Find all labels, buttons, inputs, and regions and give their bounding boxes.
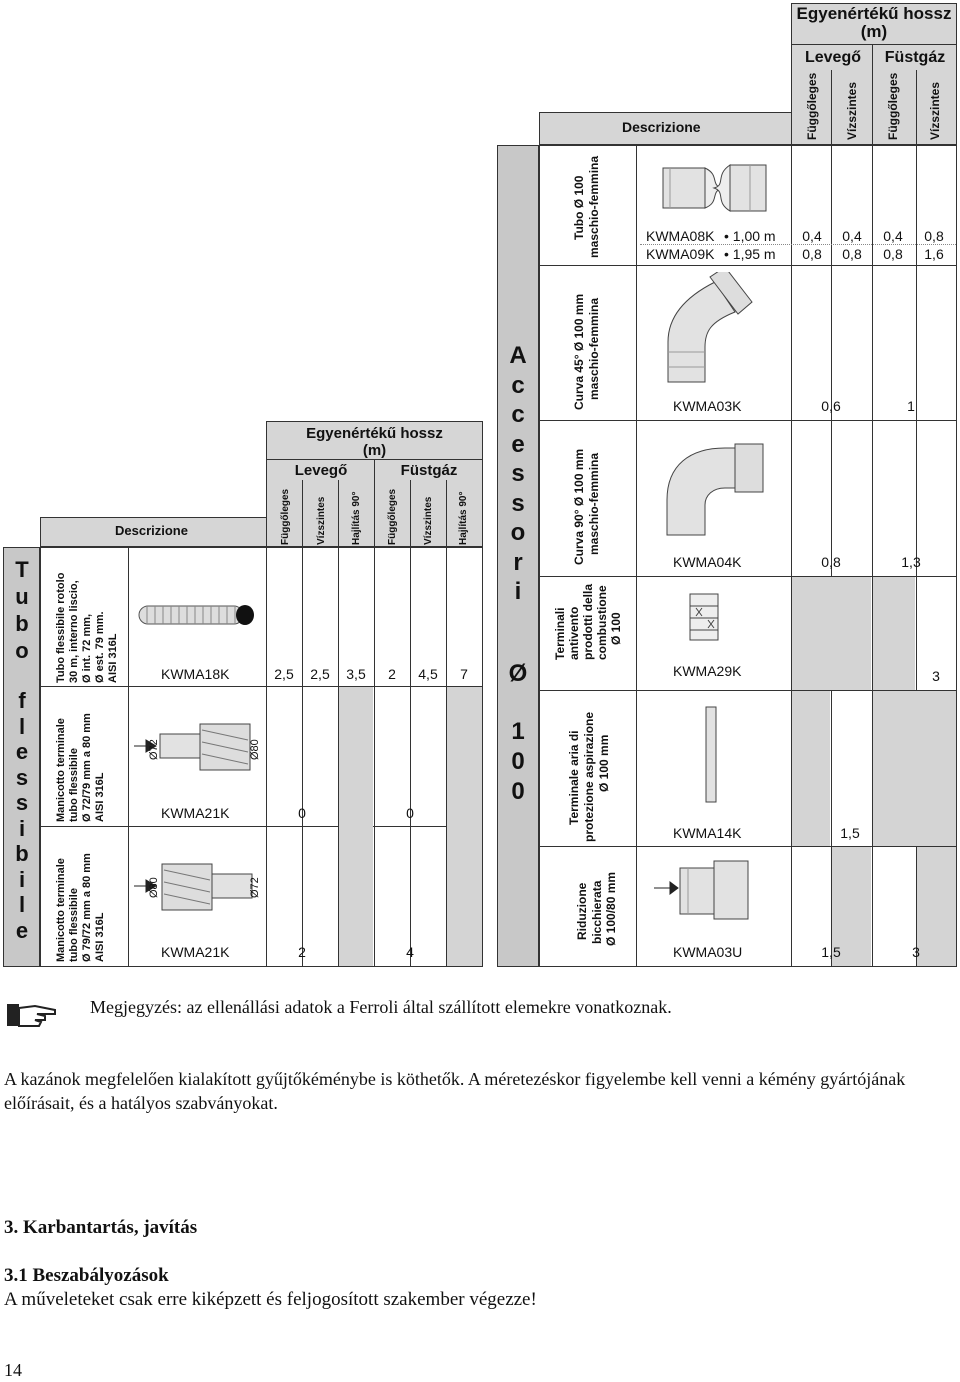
row-label: maschio-femmina (587, 297, 601, 400)
diameter-symbol: Ø (508, 660, 528, 687)
product-code: KWMA04K (673, 554, 742, 570)
col-horizontal: Vízszintes (316, 496, 327, 545)
side-title-letter: r (513, 548, 523, 576)
value-cell: 0,6 (821, 398, 841, 414)
value-cell: 1,3 (901, 554, 921, 570)
side-title-letter: c (511, 371, 525, 399)
row-label: tubo flessibile (68, 748, 80, 822)
side-title-letter: s (15, 764, 29, 790)
group-flue: Füstgáz (884, 49, 946, 66)
row-label: Manicotto terminale (55, 718, 67, 822)
side-title-letter: e (511, 430, 525, 458)
row-label: prodotti della (581, 584, 595, 660)
value-cell: 2,5 (310, 666, 330, 682)
value-cell: 1,5 (821, 944, 841, 960)
row-label: Ø 100 (609, 612, 623, 645)
row-label: Ø 72/79 mm a 80 mm (81, 713, 93, 822)
product-code: KWMA08K (646, 228, 715, 244)
row-label: Ø int. 72 mm, (81, 613, 93, 683)
row-label: AISI 316L (94, 912, 106, 962)
row-label: Riduzione (575, 882, 589, 940)
desc-header: Descrizione (622, 119, 701, 135)
value-cell: 3 (932, 668, 940, 684)
value-cell: 0,4 (802, 228, 822, 244)
empty-cell (792, 577, 871, 690)
empty-cell (873, 691, 956, 846)
value-cell: 1 (907, 398, 915, 414)
row-label: tubo flessibile (68, 888, 80, 962)
row-label: Tubo flessibile rotolo (55, 572, 67, 683)
equiv-length-title: Egyenértékű hossz (796, 4, 952, 23)
row-label: maschio-femmina (587, 155, 601, 258)
paragraph: A kazánok megfelelően kialakított gyűjtőkéménybe is köthetők. A méretezéskor figyelembe kell venni a kémény gyártójának előírásait, és a hatályos szabványokat. (4, 1069, 906, 1113)
product-length: • 1,95 m (724, 246, 776, 262)
value-cell: 1,5 (840, 825, 860, 841)
side-title-letter: s (511, 460, 525, 487)
subsection-text: A műveleteket csak erre kiképzett és feljogosított szakember végezze! (4, 1289, 537, 1310)
row-label: Ø est. 79 mm. (94, 611, 106, 683)
product-code: KWMA21K (161, 805, 230, 821)
col-horizontal: Vízszintes (423, 496, 434, 545)
side-num-digit: 0 (511, 748, 525, 775)
note-text: Megjegyzés: az ellenállási adatok a Ferroli által szállított elemekre vonatkoznak. (90, 997, 672, 1017)
side-num-digit: 0 (511, 778, 525, 805)
value-cell: 0,8 (883, 246, 903, 262)
side-title-letter: o (15, 638, 29, 663)
row-label: Curva 90° Ø 100 mm (572, 448, 586, 565)
side-title-letter: o (510, 519, 526, 546)
row-label: Ø 79/72 mm a 80 mm (81, 853, 93, 962)
col-vertical: Függőleges (886, 72, 900, 140)
value-cell: 3 (912, 944, 920, 960)
value-cell: 0 (298, 805, 306, 821)
subsection-title: 3.1 Beszabályozások (4, 1265, 169, 1286)
side-title-letter: c (511, 401, 525, 428)
row-label: Ø 100/80 mm (604, 871, 618, 946)
group-air: Levegő (294, 462, 348, 479)
dimension-label: Ø80 (249, 739, 261, 760)
col-vertical: Függőleges (805, 72, 819, 140)
section-title: 3. Karbantartás, javítás (4, 1217, 198, 1238)
product-code: KWMA09K (646, 246, 715, 262)
side-title-letter: T (15, 557, 29, 582)
value-cell: 7 (460, 666, 468, 682)
wind-terminal-icon (688, 592, 722, 642)
row-label: 30 m, interno liscio, (68, 580, 80, 683)
value-cell: 0,8 (802, 246, 822, 262)
row-label: AISI 316L (107, 633, 119, 683)
dimension-label: Ø72 (148, 739, 160, 760)
col-bend: Hajlítás 90° (351, 491, 362, 545)
row-label: maschio-femmina (587, 452, 601, 555)
row-label: antivento (567, 606, 581, 660)
value-cell: 0 (406, 805, 414, 821)
product-code: KWMA21K (161, 944, 230, 960)
value-cell: 0,8 (842, 246, 862, 262)
dimension-label: Ø80 (148, 877, 160, 898)
value-cell: 2,5 (274, 666, 294, 682)
row-label: Terminali (553, 607, 567, 660)
row-label: Curva 45° Ø 100 mm (572, 293, 586, 410)
side-title-letter: l (18, 892, 26, 917)
side-title-letter: i (18, 866, 26, 892)
side-title-letter: b (15, 611, 29, 636)
row-label: Terminale aria di (567, 730, 581, 825)
value-cell: 1,6 (924, 246, 944, 262)
equiv-length-unit: (m) (860, 22, 888, 41)
col-horizontal: Vízszintes (845, 81, 859, 140)
row-label: Tubo Ø 100 (572, 175, 586, 240)
row-label: Manicotto terminale (55, 858, 67, 962)
side-title-letter: l (18, 713, 26, 739)
value-cell: 0,4 (842, 228, 862, 244)
col-vertical: Függőleges (280, 488, 291, 545)
page-number: 14 (4, 1360, 22, 1380)
product-length: • 1,00 m (724, 228, 776, 244)
value-cell: 4 (406, 944, 414, 960)
value-cell: 0,8 (821, 554, 841, 570)
product-code: KWMA18K (161, 666, 230, 682)
side-title-letter: f (18, 688, 26, 713)
flexible-tube-icon (135, 600, 260, 630)
reducer-icon (652, 858, 752, 923)
dimension-label: Ø72 (249, 877, 261, 898)
side-title-letter: s (15, 790, 29, 815)
side-title-letter: s (511, 489, 525, 517)
side-title-letter: u (15, 584, 29, 609)
empty-cell (792, 691, 830, 846)
desc-header: Descrizione (115, 523, 188, 538)
straight-pipe-icon (660, 160, 770, 215)
group-air: Levegő (804, 49, 861, 66)
row-label: protezione aspirazione (582, 711, 596, 842)
elbow-45-icon (660, 272, 760, 387)
value-cell: 0,4 (883, 228, 903, 244)
value-cell: 0,8 (924, 228, 944, 244)
equiv-length-unit: (m) (362, 442, 387, 459)
col-vertical: Függőleges (387, 488, 398, 545)
value-cell: 2 (388, 666, 396, 682)
side-title-letter: e (15, 739, 29, 764)
group-flue: Füstgáz (400, 462, 458, 479)
side-num-digit: 1 (511, 718, 525, 745)
row-label: AISI 316L (94, 772, 106, 822)
pointing-hand-icon (5, 1000, 60, 1030)
side-title-letter: i (18, 815, 26, 841)
product-code: KWMA03U (673, 944, 743, 960)
product-code: KWMA14K (673, 825, 742, 841)
value-cell: 4,5 (418, 666, 438, 682)
product-code: KWMA03K (673, 398, 742, 414)
row-label: Ø 100 mm (597, 734, 611, 792)
side-title-letter: i (514, 578, 522, 605)
air-terminal-icon (702, 705, 722, 805)
row-label: combustione (595, 585, 609, 660)
empty-cell (447, 687, 482, 966)
product-code: KWMA29K (673, 663, 742, 679)
value-cell: 2 (298, 944, 306, 960)
elbow-90-icon (665, 440, 765, 540)
equiv-length-title: Egyenértékű hossz (306, 425, 443, 442)
empty-cell (873, 577, 915, 690)
side-title-letter: b (15, 841, 29, 866)
side-title-letter: A (509, 342, 527, 369)
empty-cell (339, 687, 373, 966)
side-title-letter: e (15, 917, 29, 943)
col-bend: Hajlítás 90° (458, 491, 469, 545)
col-horizontal: Vízszintes (928, 81, 942, 140)
row-label: bicchierata (590, 880, 604, 944)
value-cell: 3,5 (346, 666, 366, 682)
